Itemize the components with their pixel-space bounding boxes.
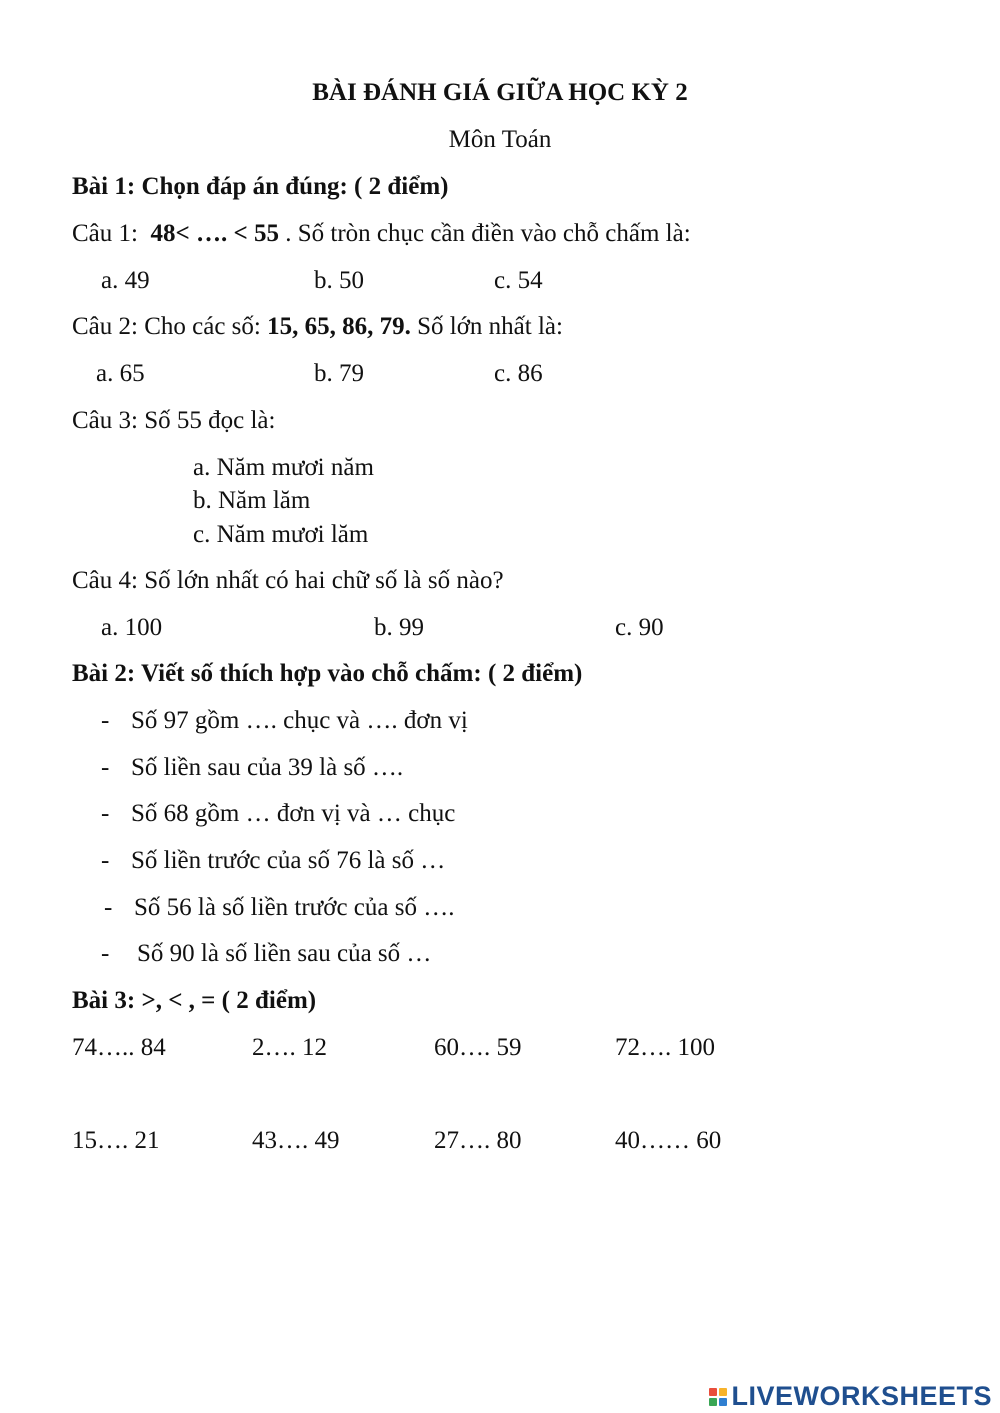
cau2-rest: Số lớn nhất là:: [417, 313, 563, 340]
cau1-prefix: Câu 1:: [72, 220, 138, 247]
compare-item: 60…. 59: [434, 1034, 522, 1061]
cau2-prefix: Câu 2: Cho các số:: [72, 313, 261, 340]
bai2-item-text: Số liền trước của số 76 là số …: [131, 847, 446, 874]
cau4-question: Câu 4: Số lớn nhất có hai chữ số là số nào?: [72, 567, 504, 594]
compare-item: 74….. 84: [72, 1034, 166, 1061]
cau2-option-b: b. 79: [314, 360, 364, 387]
liveworksheets-logo: [709, 1383, 992, 1410]
bai2-item-text: Số 56 là số liền trước của số ….: [134, 894, 455, 921]
bai2-item-text: Số 68 gồm … đơn vị và … chục: [131, 800, 456, 827]
page-subtitle: Môn Toán: [448, 126, 552, 153]
compare-item: 2…. 12: [252, 1034, 327, 1061]
bai2-item: - Số liền sau của 39 là số ….: [101, 754, 404, 781]
compare-item: 43…. 49: [252, 1127, 340, 1154]
cau1-question: [72, 221, 691, 246]
bai2-item-text: Số liền sau của 39 là số ….: [131, 754, 404, 781]
cau2-numbers: 15, 65, 86, 79.: [267, 313, 411, 340]
bai3-heading: Bài 3: >, < , = ( 2 điểm): [72, 987, 317, 1014]
cau2-question: [72, 314, 563, 339]
cau4-option-c: c. 90: [615, 614, 664, 641]
cau3-option-b: b. Năm lăm: [193, 487, 311, 514]
cau3-option-a: a. Năm mươi năm: [193, 454, 374, 481]
logo-icon: [709, 1388, 727, 1406]
compare-item: 27…. 80: [434, 1127, 522, 1154]
cau4-option-a: a. 100: [101, 614, 163, 641]
bai1-heading: Bài 1: Chọn đáp án đúng: ( 2 điểm): [72, 173, 449, 200]
cau1-expression: 48< …. < 55: [150, 220, 279, 247]
bai2-item: - Số 56 là số liền trước của số ….: [104, 894, 455, 921]
compare-item: 72…. 100: [615, 1034, 715, 1061]
bai2-item-text: Số 90 là số liền sau của số …: [137, 940, 432, 967]
page-title: BÀI ĐÁNH GIÁ GIỮA HỌC KỲ 2: [312, 79, 688, 106]
cau4-option-b: b. 99: [374, 614, 424, 641]
bai2-item: - Số 68 gồm … đơn vị và … chục: [101, 800, 456, 827]
bai2-heading: Bài 2: Viết số thích hợp vào chỗ chấm: ( 2 điểm): [72, 660, 583, 687]
cau2-option-c: c. 86: [494, 360, 543, 387]
bai2-item: - Số liền trước của số 76 là số …: [101, 847, 446, 874]
bai2-item: - Số 97 gồm …. chục và …. đơn vị: [101, 707, 468, 734]
cau3-question: Câu 3: Số 55 đọc là:: [72, 407, 276, 434]
bai2-item: - Số 90 là số liền sau của số …: [101, 940, 432, 967]
compare-item: 15…. 21: [72, 1127, 160, 1154]
logo-text: LIVEWORKSHEETS: [731, 1381, 992, 1411]
cau1-rest: . Số tròn chục cần điền vào chỗ chấm là:: [285, 220, 691, 247]
cau1-option-c: c. 54: [494, 267, 543, 294]
cau3-option-c: c. Năm mươi lăm: [193, 521, 369, 548]
compare-item: 40…… 60: [615, 1127, 722, 1154]
cau2-option-a: a. 65: [96, 360, 145, 387]
cau1-option-a: a. 49: [101, 267, 150, 294]
cau1-option-b: b. 50: [314, 267, 364, 294]
bai2-item-text: Số 97 gồm …. chục và …. đơn vị: [131, 707, 468, 734]
